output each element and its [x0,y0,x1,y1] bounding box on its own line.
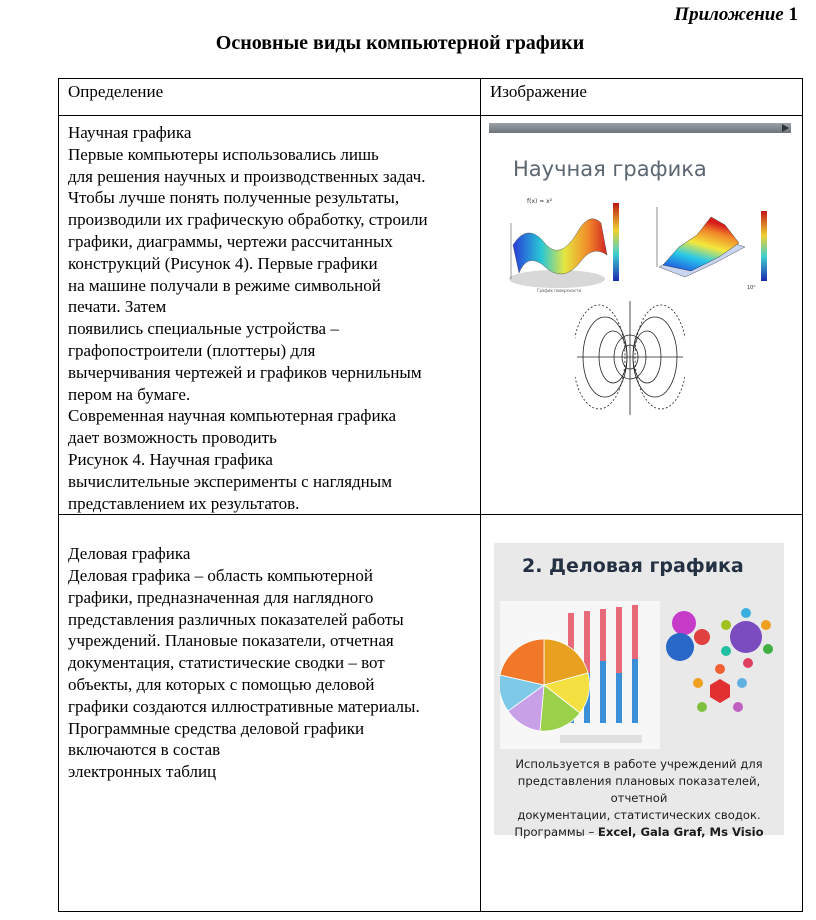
text-line: графопостроители (плоттеры) для [68,340,316,360]
pie-bar-illustration [500,601,660,749]
bar-surface-plot [649,195,787,295]
table-row-scientific [59,116,803,515]
slide-top-bar [489,123,791,133]
caption-line: документации, статистических сводок. [517,808,761,823]
text-line: Современная научная компьютерная графика [68,406,397,426]
caption-line: представления плановых показателей, отчетной [517,774,761,806]
text-line: конструкций (Рисунок 4). Первые графики [68,253,378,273]
field-lines-plot [575,299,685,417]
text-line: печати. Затем [68,297,167,317]
appendix-word: Приложение [674,4,784,25]
table-row-business [59,515,803,912]
text-line: Рисунок 4. Научная графика [68,449,273,469]
caption-line: Используется в работе учреждений для [515,757,763,772]
text-line [68,521,476,543]
text-line: пером на бумаге. [68,384,191,404]
text-line: включаются в состав [68,740,221,760]
appendix-number: 1 [788,4,798,25]
svg-text:10⁰: 10⁰ [747,285,756,291]
text-line: учреждений. Плановые показатели, отчетная [68,631,394,651]
slide-title: 2. Деловая графика [522,555,744,578]
business-graphics-slide [494,543,784,840]
text-line: электронных таблиц [68,762,217,782]
document-title: Основные виды компьютерной графики [215,32,585,54]
header-image: Изображение [481,79,803,116]
text-line: Научная графика [68,123,192,142]
text-line: производили их графическую обработку, строили [68,210,428,230]
text-line: появились специальные устройства – [68,319,339,339]
text-line: вычерчивания чертежей и графиков чернильным [68,362,422,382]
caption-prefix: Программы – [514,825,598,840]
caption-programs: Excel, Gala Graf, Ms Visio [597,825,764,840]
text-line: для решения научных и производственных задач. [68,166,426,186]
image-cell [481,515,803,912]
table-header-row [59,79,803,116]
slide-caption [494,756,784,841]
scientific-text [59,116,480,514]
text-line: документация, статистические сводки – вот [68,653,385,673]
definition-cell [59,116,481,515]
svg-text:График поверхности: График поверхности [537,288,582,293]
text-line: представлением их результатов. [68,493,300,513]
image-cell [481,116,803,515]
caption-programs-line [494,824,784,841]
text-line: Деловая графика – область компьютерной [68,565,373,585]
text-line: вычислительные эксперименты с наглядным [68,471,392,491]
business-text [59,515,480,783]
text-line: объекты, для которых с помощью деловой [68,674,375,694]
text-line: Первые компьютеры использовались лишь [68,144,379,164]
text-line: графики, диаграммы, чертежи рассчитанных [68,231,393,251]
definition-cell [59,515,481,912]
text-line: представления различных показателей работы [68,609,404,629]
graphics-types-table [58,78,803,912]
text-line: Деловая графика [68,544,191,564]
slide-title: Научная графика [513,157,707,181]
header-definition: Определение [59,79,481,116]
text-line: Программные средства деловой графики [68,718,365,738]
text-line: Чтобы лучше понять полученные результаты, [68,188,400,208]
gears-cycle-illustration [662,603,780,751]
saddle-surface-plot [497,193,637,298]
text-line: графики, предназначенная для наглядного [68,587,374,607]
scientific-graphics-slide [489,123,791,295]
pie-chart [500,639,590,731]
text-line: дает возможность проводить [68,428,277,448]
text-line: графики создаются иллюстративные материалы. [68,696,420,716]
text-line: на машине получали в режиме символьной [68,275,381,295]
svg-text:f(x) = x²: f(x) = x² [527,198,553,205]
appendix-label [674,4,798,26]
